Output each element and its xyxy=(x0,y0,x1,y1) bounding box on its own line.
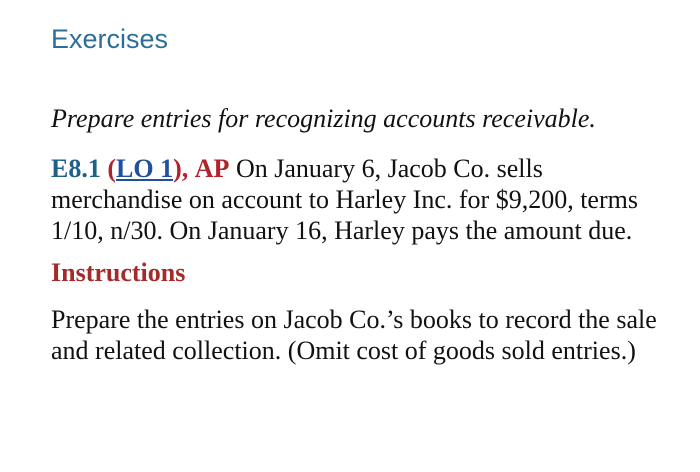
intro-text: Prepare entries for recognizing accounts receivable. xyxy=(51,104,596,133)
section-title: Exercises xyxy=(51,24,169,54)
instructions-body: Prepare the entries on Jacob Co.’s books to record the sale and related collection. (Omit cost of goods sold entries.) xyxy=(51,305,657,365)
exercise-page xyxy=(51,22,661,366)
learning-objective-link[interactable]: LO 1 xyxy=(116,154,174,183)
lo-open-paren: ( xyxy=(107,154,117,183)
lo-close-paren: ), xyxy=(173,154,189,183)
instructions-heading: Instructions xyxy=(51,258,186,287)
exercise-tag: AP xyxy=(194,154,230,183)
exercise-body: On January 6, Jacob Co. sells merchandise on account to Harley Inc. for $9,200, terms 1/10, n/30. On January 16, Harley pays the amount due. xyxy=(51,154,638,245)
exercise-id: E8.1 xyxy=(51,154,101,183)
exercise-paragraph xyxy=(51,153,661,246)
